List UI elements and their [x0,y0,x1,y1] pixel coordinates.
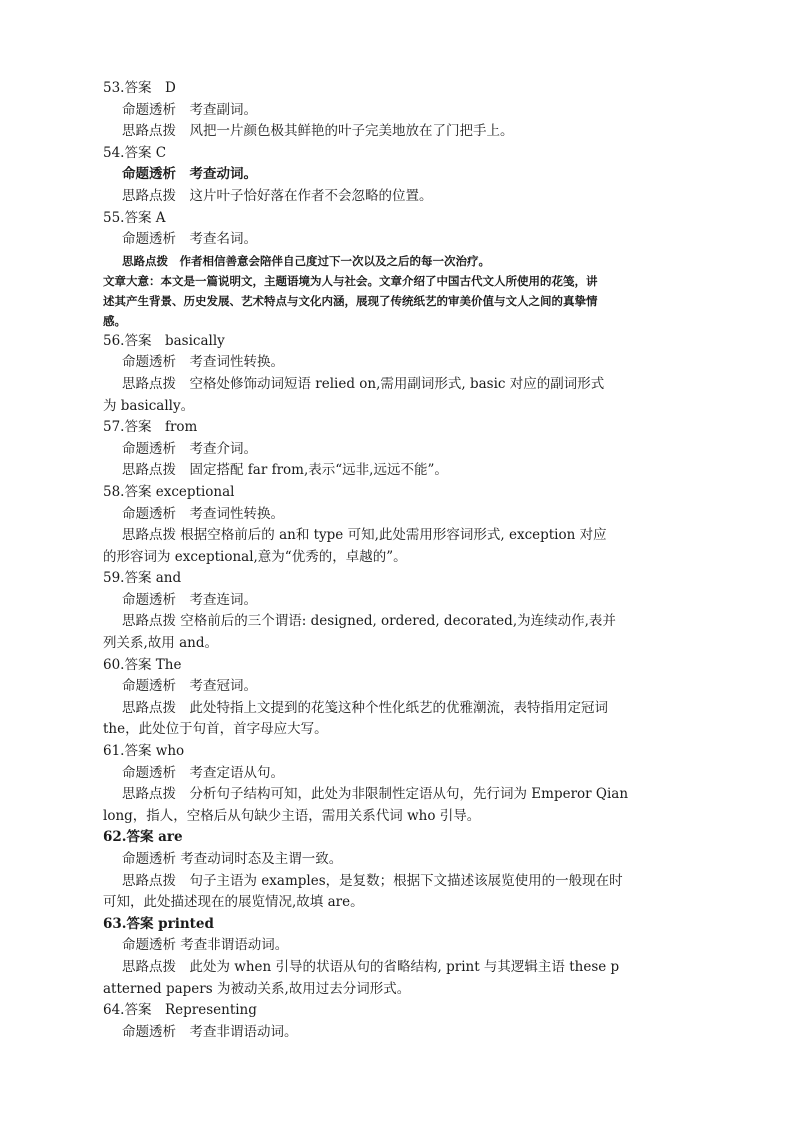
answer-heading: 53.答案 D [103,80,176,96]
explanation-line: 思路点拨 空格处修饰动词短语 relied on,需用副词形式, basic 对应的副词形式 [122,375,605,392]
explanation-line: 命题透析 考查非谓语动词。 [122,937,289,954]
answer-heading: 60.答案 The [103,656,182,673]
explanation-line: 思路点拨 这片叶子恰好落在作者不会忽略的位置。 [122,187,433,204]
answer-heading: 58.答案 exceptional [103,483,235,500]
summary-line: 思路点拨 作者相信善意会陪伴自己度过下一次以及之后的每一次治疗。 [122,253,490,268]
answer-heading: 62.答案 are [103,829,183,846]
explanation-line: 思路点拨 此处特指上文提到的花笺这种个性化纸艺的优雅潮流，表特指用定冠词 [122,699,608,716]
answer-heading: 63.答案 printed [103,915,214,932]
summary-line: 述其产生背景、历史发展、艺术特点与文化内涵，展现了传统纸艺的审美价值与文人之间的真挚情 [103,293,598,308]
explanation-line: 命题透析 考查动词时态及主谓一致。 [122,851,343,867]
explanation-line: 思路点拨 此处为 when 引导的状语从句的省略结构, print 与其逻辑主语 these p [122,958,620,975]
explanation-line: 思路点拨 固定搭配 far from,表示“远非,远远不能”。 [122,462,448,479]
explanation-line: 命题透析 考查定语从句。 [122,764,284,781]
answer-heading: 59.答案 and [103,570,182,587]
explanation-line: 命题透析 考查介词。 [122,440,257,457]
explanation-line: 命题透析 考查副词。 [122,101,257,118]
explanation-line: 思路点拨 句子主语为 examples，是复数；根据下文描述该展览使用的一般现在时 [122,872,623,889]
explanation-line: 思路点拨 分析句子结构可知，此处为非限制性定语从句，先行词为 Emperor Qian [122,786,629,803]
continuation-line: 可知，此处描述现在的展览情况,故填 are。 [103,894,364,911]
answer-heading: 64.答案 Representing [103,1002,257,1019]
continuation-line: the，此处位于句首，首字母应大写。 [103,721,328,738]
explanation-line: 命题透析 考查词性转换。 [122,354,284,371]
continuation-line: 列关系,故用 and。 [103,635,218,652]
answer-heading: 57.答案 from [103,419,198,436]
continuation-line: 的形容词为 exceptional,意为“优秀的，卓越的”。 [103,548,407,565]
answer-heading: 61.答案 who [103,743,185,760]
explanation-line: 命题透析 考查名词。 [122,231,257,248]
continuation-line: long，指人，空格后从句缺少主语，需用关系代词 who 引导。 [103,807,481,824]
explanation-line: 思路点拨 风把一片颜色极其鲜艳的叶子完美地放在了门把手上。 [122,123,514,140]
answer-heading: 54.答案 C [103,144,167,161]
answer-heading: 55.答案 A [103,209,166,226]
explanation-line: 命题透析 考查动词。 [122,166,257,183]
answer-heading: 56.答案 basically [103,332,225,349]
continuation-line: atterned papers 为被动关系,故用过去分词形式。 [103,980,411,997]
explanation-line: 命题透析 考查词性转换。 [122,505,284,522]
explanation-line: 命题透析 考查连词。 [122,591,257,608]
answer-key-document [0,78,800,1043]
explanation-line: 思路点拨 空格前后的三个谓语: designed, ordered, decorated,为连续动作,表并 [122,613,616,630]
continuation-line: 为 basically。 [103,397,195,414]
summary-line: 感。 [103,313,126,328]
summary-line: 文章大意：本文是一篇说明文，主题语境为人与社会。文章介绍了中国古代文人所使用的花笺，讲 [103,273,598,288]
explanation-line: 思路点拨 根据空格前后的 an和 type 可知,此处需用形容词形式, exception 对应 [122,527,607,544]
explanation-line: 命题透析 考查冠词。 [122,678,257,695]
explanation-line: 命题透析 考查非谓语动词。 [122,1023,298,1040]
